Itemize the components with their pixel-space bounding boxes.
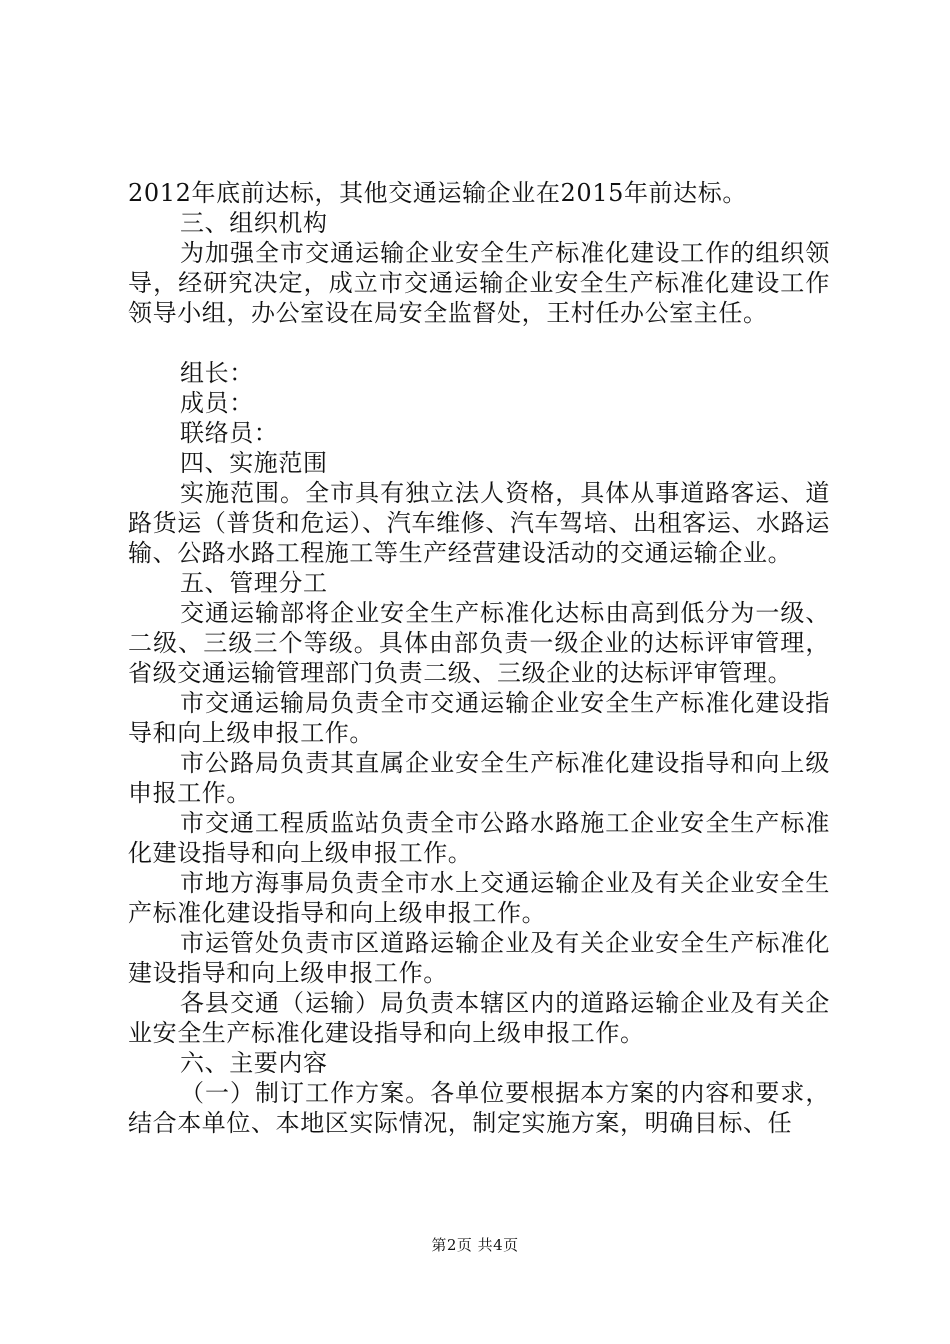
paragraph-organization: 为加强全市交通运输企业安全生产标准化建设工作的组织领导，经研究决定，成立市交通运输企业安全生产标准化建设工作领导小组，办公室设在局安全监督处，王村任办公室主任。	[128, 239, 830, 327]
paragraph-division-transport-office: 市运管处负责市区道路运输企业及有关企业安全生产标准化建设指导和向上级申报工作。	[128, 929, 830, 987]
paragraph-division-ministry: 交通运输部将企业安全生产标准化达标由高到低分为一级、二级、三级三个等级。具体由部负责一级企业的达标评审管理，省级交通运输管理部门负责二级、三级企业的达标评审管理。	[128, 599, 830, 687]
field-members: 成员：	[180, 389, 254, 417]
paragraph-scope: 实施范围。全市具有独立法人资格，具体从事道路客运、道路货运（普货和危运）、汽车维修、汽车驾培、出租客运、水路运输、公路水路工程施工等生产经营建设活动的交通运输企业。	[128, 479, 830, 567]
paragraph-division-maritime: 市地方海事局负责全市水上交通运输企业及有关企业安全生产标准化建设指导和向上级申报工作。	[128, 869, 830, 927]
page-number: 第2页 共4页	[431, 1236, 519, 1254]
page-footer	[0, 1234, 950, 1255]
paragraph-division-city-bureau: 市交通运输局负责全市交通运输企业安全生产标准化建设指导和向上级申报工作。	[128, 689, 830, 747]
section-heading-scope: 四、实施范围	[180, 449, 328, 477]
paragraph-division-county: 各县交通（运输）局负责本辖区内的道路运输企业及有关企业安全生产标准化建设指导和向上级申报工作。	[128, 989, 830, 1047]
paragraph-division-highway: 市公路局负责其直属企业安全生产标准化建设指导和向上级申报工作。	[128, 749, 830, 807]
paragraph-work-plan: （一）制订工作方案。各单位要根据本方案的内容和要求，结合本单位、本地区实际情况，制定实施方案，明确目标、任	[128, 1079, 830, 1137]
field-liaison: 联络员：	[180, 419, 279, 447]
section-heading-organization: 三、组织机构	[180, 209, 328, 237]
section-heading-main-content: 六、主要内容	[180, 1049, 328, 1077]
document-body	[128, 178, 830, 1138]
paragraph-division-quality-station: 市交通工程质监站负责全市公路水路施工企业安全生产标准化建设指导和向上级申报工作。	[128, 809, 830, 867]
paragraph-deadline: 2012年底前达标，其他交通运输企业在2015年前达标。	[128, 179, 747, 207]
field-group-leader: 组长：	[180, 359, 254, 387]
section-heading-division: 五、管理分工	[180, 569, 328, 597]
